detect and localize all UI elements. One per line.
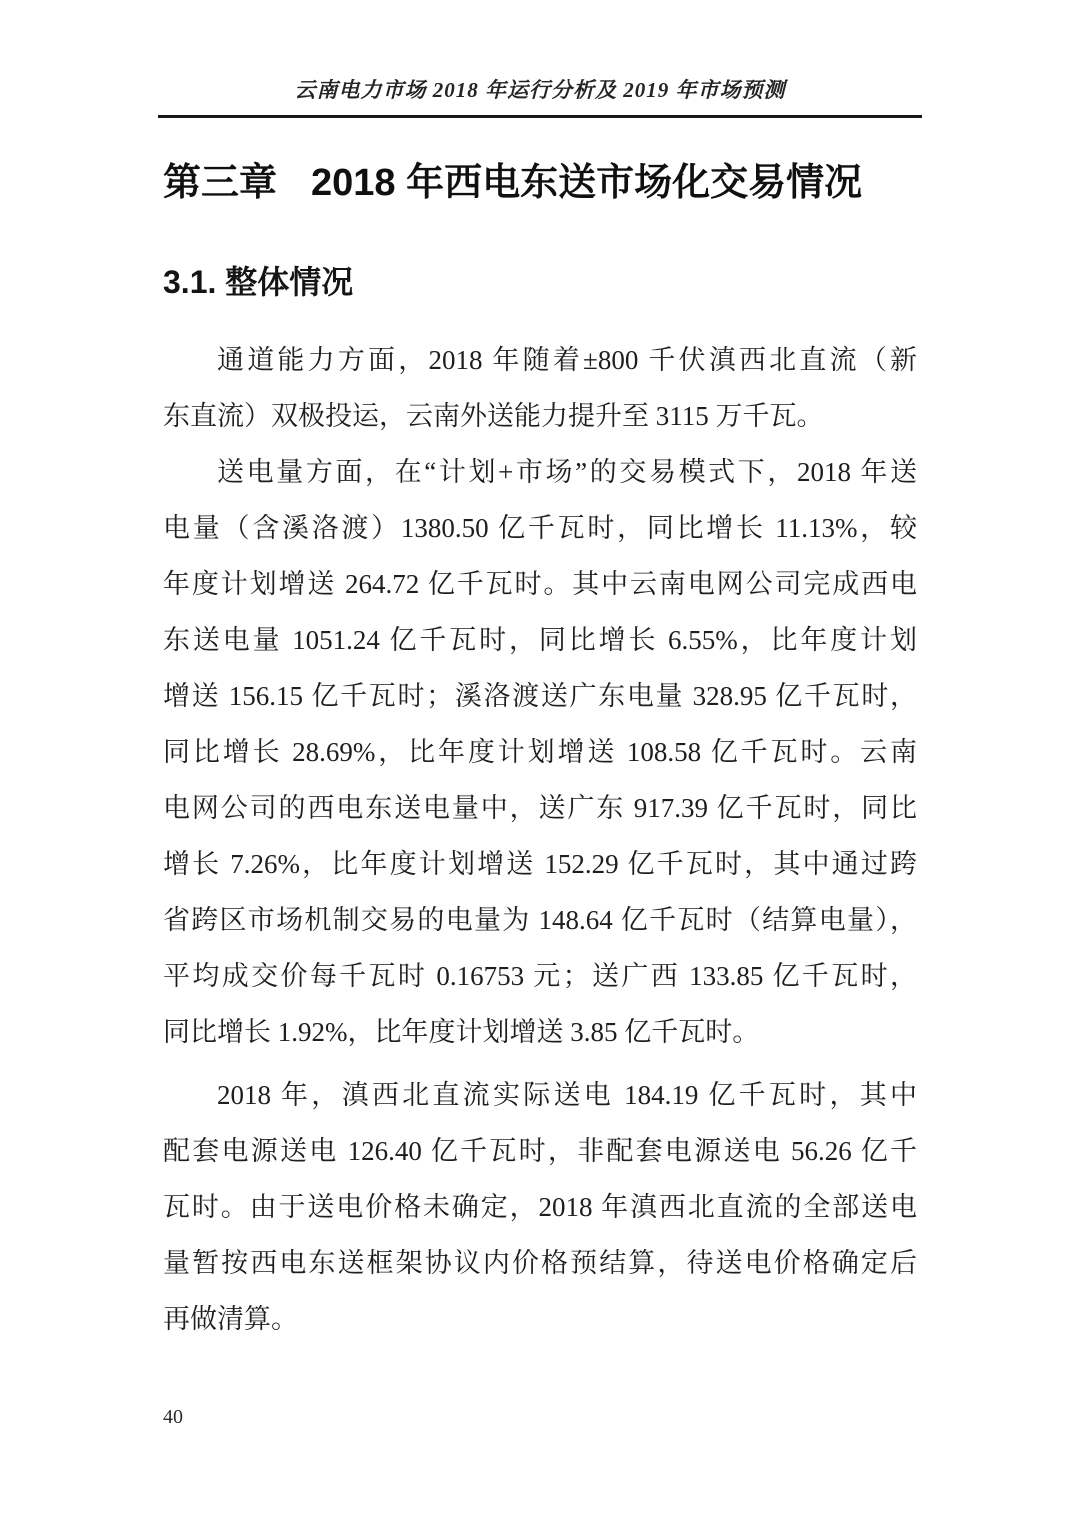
chapter-title-text: 2018 年西电东送市场化交易情况 xyxy=(311,162,863,204)
header-rule xyxy=(158,115,922,118)
text-line: 再做清算。 xyxy=(163,1304,298,1334)
page-number: 40 xyxy=(163,1406,183,1428)
body-text xyxy=(163,332,917,1347)
text-line: 增长 7.26%，比年度计划增送 152.29 亿千瓦时，其中通过跨 xyxy=(163,849,917,879)
text-line: 通道能力方面，2018 年随着±800 千伏滇西北直流（新 xyxy=(217,345,917,375)
body-paragraph xyxy=(163,1067,917,1347)
text-line: 东直流）双极投运，云南外送能力提升至 3115 万千瓦。 xyxy=(163,401,824,431)
text-line: 同比增长 1.92%，比年度计划增送 3.85 亿千瓦时。 xyxy=(163,1017,760,1047)
text-line: 电网公司的西电东送电量中，送广东 917.39 亿千瓦时，同比 xyxy=(163,793,917,823)
text-line: 电量（含溪洛渡）1380.50 亿千瓦时，同比增长 11.13%，较 xyxy=(163,513,917,543)
text-line: 2018 年，滇西北直流实际送电 184.19 亿千瓦时，其中 xyxy=(217,1080,917,1110)
text-line: 配套电源送电 126.40 亿千瓦时，非配套电源送电 56.26 亿千 xyxy=(163,1136,917,1166)
text-line: 量暂按西电东送框架协议内价格预结算，待送电价格确定后 xyxy=(163,1248,917,1278)
text-line: 省跨区市场机制交易的电量为 148.64 亿千瓦时（结算电量）， xyxy=(163,905,917,935)
text-line: 瓦时。由于送电价格未确定，2018 年滇西北直流的全部送电 xyxy=(163,1192,917,1222)
text-line: 送电量方面，在“计划+市场”的交易模式下，2018 年送 xyxy=(217,457,917,487)
text-line: 年度计划增送 264.72 亿千瓦时。其中云南电网公司完成西电 xyxy=(163,569,917,599)
text-line: 平均成交价每千瓦时 0.16753 元；送广西 133.85 亿千瓦时， xyxy=(163,961,917,991)
section-heading: 3.1. 整体情况 xyxy=(163,264,354,300)
body-paragraph xyxy=(163,444,917,1060)
text-line: 同比增长 28.69%，比年度计划增送 108.58 亿千瓦时。云南 xyxy=(163,737,917,767)
content-column xyxy=(163,0,917,1347)
running-header: 云南电力市场 2018 年运行分析及 2019 年市场预测 xyxy=(294,78,786,102)
chapter-number-label: 第三章 xyxy=(163,162,278,204)
text-line: 东送电量 1051.24 亿千瓦时，同比增长 6.55%，比年度计划 xyxy=(163,625,917,655)
body-paragraph xyxy=(163,332,917,444)
text-line: 增送 156.15 亿千瓦时；溪洛渡送广东电量 328.95 亿千瓦时， xyxy=(163,681,917,711)
chapter-heading xyxy=(163,160,917,206)
